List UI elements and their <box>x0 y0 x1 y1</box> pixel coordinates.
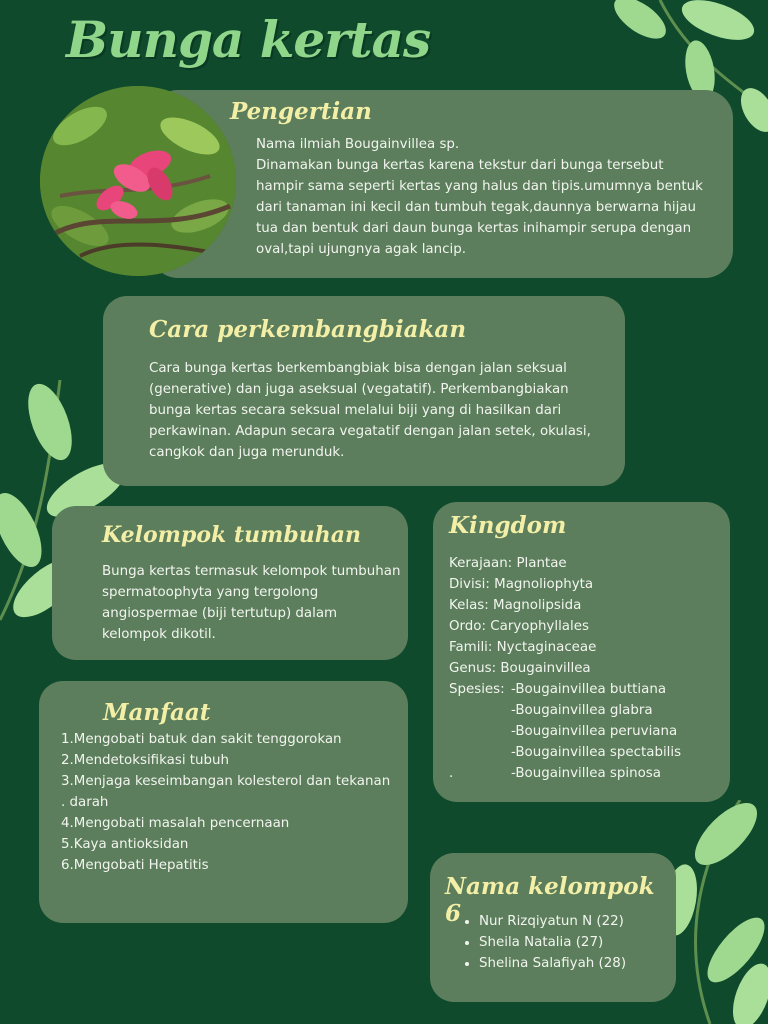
pengertian-line: tua dan bentuk dari daun bunga kertas inihampir serupa dengan <box>256 221 692 236</box>
taxonomy-line: Ordo: Caryophyllales <box>449 619 589 634</box>
manfaat-item: 2.Mendetoksifikasi tubuh <box>61 753 230 768</box>
kelompok-tumbuhan-heading: Kelompok tumbuhan <box>102 522 361 548</box>
member-item: • Shelina Salafiyah (28) <box>479 953 626 974</box>
perkembangbiakan-line: perkawinan. Adapun secara vegatatif dengan jalan setek, okulasi, <box>149 424 591 439</box>
taxonomy-line: Divisi: Magnoliophyta <box>449 577 594 592</box>
taxonomy-line: Genus: Bougainvillea <box>449 661 591 676</box>
spesies-row <box>449 700 729 721</box>
member-list <box>430 911 626 974</box>
bougainvillea-flower-icon <box>40 86 236 276</box>
pengertian-line: dari tanaman ini kecil dan tumbuh tegak,daunnya berwarna hijau <box>256 200 697 215</box>
manfaat-item: 6.Mengobati Hepatitis <box>61 858 209 873</box>
manfaat-item: . darah <box>61 795 109 810</box>
pengertian-line: hampir sama seperti kertas yang halus dan tipis.umumnya bentuk <box>256 179 703 194</box>
manfaat-card <box>39 681 408 923</box>
page-title: Bunga kertas <box>66 10 431 69</box>
member-item: • Sheila Natalia (27) <box>479 932 626 953</box>
kelompok-tumbuhan-line: spermatoophyta yang tergolong <box>102 585 319 600</box>
spesies-item: -Bougainvillea spinosa <box>511 766 661 781</box>
manfaat-item: 5.Kaya antioksidan <box>61 837 189 852</box>
pengertian-line: oval,tapi ujungnya agak lancip. <box>256 242 466 257</box>
kingdom-heading: Kingdom <box>449 512 567 539</box>
perkembangbiakan-line: (generative) dan juga aseksual (vegatatif). Perkembangbiakan <box>149 382 569 397</box>
manfaat-item: 1.Mengobati batuk dan sakit tenggorokan <box>61 732 342 747</box>
perkembangbiakan-line: cangkok dan juga merunduk. <box>149 445 345 460</box>
spesies-row <box>449 742 729 763</box>
kelompok-tumbuhan-body <box>102 561 402 645</box>
perkembangbiakan-heading: Cara perkembangbiakan <box>149 316 467 343</box>
spesies-item: -Bougainvillea glabra <box>511 703 653 718</box>
spesies-item: -Bougainvillea buttiana <box>511 682 667 697</box>
perkembangbiakan-body <box>149 358 619 463</box>
taxonomy-line: Famili: Nyctaginaceae <box>449 640 597 655</box>
manfaat-heading: Manfaat <box>103 699 211 726</box>
kelompok-tumbuhan-card <box>52 506 408 660</box>
manfaat-item: 4.Mengobati masalah pencernaan <box>61 816 290 831</box>
kingdom-taxonomy <box>449 553 729 784</box>
kelompok-tumbuhan-line: angiospermae (biji tertutup) dalam <box>102 606 338 621</box>
bougainvillea-photo <box>40 86 236 276</box>
pengertian-card <box>150 90 733 278</box>
perkembangbiakan-line: bunga kertas secara seksual melalui biji yang di hasilkan dari <box>149 403 562 418</box>
pengertian-heading: Pengertian <box>230 98 372 125</box>
nama-kelompok-heading: Nama kelompok 6 <box>445 873 655 927</box>
pengertian-line: Dinamakan bunga kertas karena tekstur dari bunga tersebut <box>256 158 664 173</box>
pengertian-body <box>256 134 716 260</box>
taxonomy-line: Kerajaan: Plantae <box>449 556 567 571</box>
pengertian-line: Nama ilmiah Bougainvillea sp. <box>256 137 460 152</box>
spesies-row <box>449 763 729 784</box>
kelompok-tumbuhan-line: Bunga kertas termasuk kelompok tumbuhan <box>102 564 401 579</box>
spesies-label: Spesies: <box>449 682 505 697</box>
manfaat-item: 3.Menjaga keseimbangan kolesterol dan tekanan <box>61 774 391 789</box>
manfaat-list <box>61 729 406 876</box>
spesies-row <box>449 721 729 742</box>
kelompok-tumbuhan-line: kelompok dikotil. <box>102 627 216 642</box>
member-item: • Nur Rizqiyatun N (22) <box>479 911 626 932</box>
kingdom-card <box>433 502 730 802</box>
spesies-row <box>449 679 729 700</box>
spesies-item: -Bougainvillea spectabilis <box>511 745 682 760</box>
nama-kelompok-card <box>430 853 676 1002</box>
perkembangbiakan-card <box>103 296 625 486</box>
trailing-dot: . <box>449 766 454 781</box>
spesies-item: -Bougainvillea peruviana <box>511 724 678 739</box>
taxonomy-line: Kelas: Magnolipsida <box>449 598 582 613</box>
perkembangbiakan-line: Cara bunga kertas berkembangbiak bisa dengan jalan seksual <box>149 361 567 376</box>
